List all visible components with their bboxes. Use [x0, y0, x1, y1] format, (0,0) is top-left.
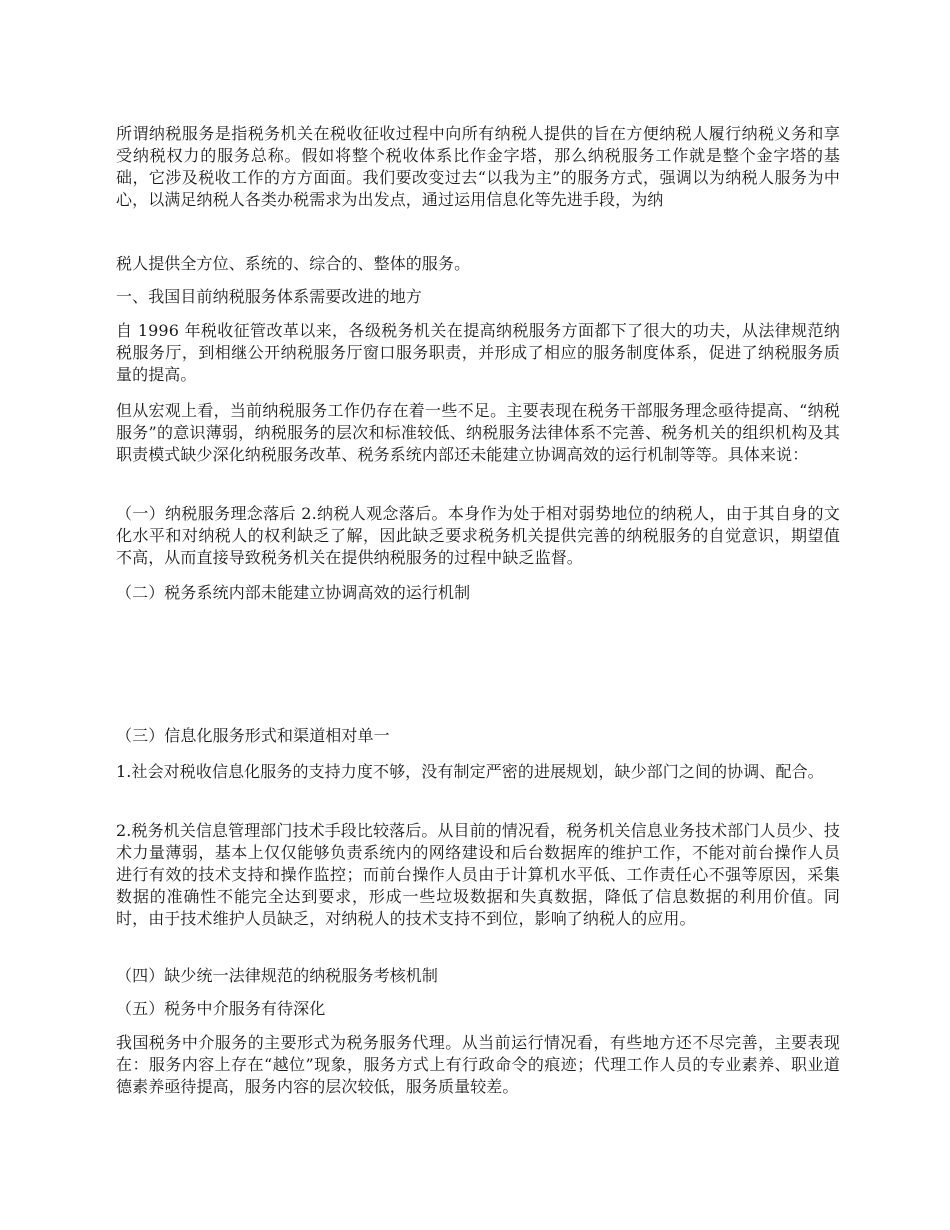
- subsection-3-heading: （三）信息化服务形式和渠道相对单一: [116, 726, 390, 745]
- subsection-1-paragraph: （一）纳税服务理念落后 2.纳税人观念落后。本身作为处于相对弱势地位的纳税人，由于其自身的文化水平和对纳税人的权利缺乏了解，因此缺乏要求税务机关提供完善的纳税服务的自觉意识，期望值不高，从而直接导致税务机关在提供纳税服务的过程中缺乏监督。: [116, 504, 840, 567]
- history-paragraph: 自 1996 年税收征管改革以来，各级税务机关在提高纳税服务方面都下了很大的功夫，从法律规范纳税服务厅，到相继公开纳税服务厅窗口服务职责，并形成了相应的服务制度体系，促进了纳税服务质量的提高。: [116, 321, 840, 384]
- intro-continuation: 税人提供全方位、系统的、综合的、整体的服务。: [116, 254, 471, 273]
- point-2-paragraph: 2.税务机关信息管理部门技术手段比较落后。从目前的情况看，税务机关信息业务技术部门人员少、技术力量薄弱，基本上仅仅能够负责系统内的网络建设和后台数据库的维护工作，不能对前台操作人员进行有效的技术支持和操作监控；而前台操作人员由于计算机水平低、工作责任心不强等原因，采集数据的准确性不能完全达到要求，形成一些垃圾数据和失真数据，降低了信息数据的利用价值。同时，由于技术维护人员缺乏，对纳税人的技术支持不到位，影响了纳税人的应用。: [116, 821, 840, 928]
- intro-paragraph: 所谓纳税服务是指税务机关在税收征收过程中向所有纳税人提供的旨在方便纳税人履行纳税义务和享受纳税权力的服务总称。假如将整个税收体系比作金字塔，那么纳税服务工作就是整个金字塔的基础，它涉及税收工作的方方面面。我们要改变过去“以我为主”的服务方式，强调以为纳税人服务为中心，以满足纳税人各类办税需求为出发点，通过运用信息化等先进手段，为纳: [116, 124, 840, 209]
- section-heading-1: 一、我国目前纳税服务体系需要改进的地方: [116, 287, 422, 306]
- intermediary-paragraph: 我国税务中介服务的主要形式为税务服务代理。从当前运行情况看，有些地方还不尽完善，主要表现在：服务内容上存在“越位”现象，服务方式上有行政命令的痕迹；代理工作人员的专业素养、职业道德素养亟待提高，服务内容的层次较低，服务质量较差。: [116, 1033, 840, 1096]
- subsection-2-heading: （二）税务系统内部未能建立协调高效的运行机制: [116, 583, 471, 602]
- subsection-5-heading: （五）税务中介服务有待深化: [116, 999, 326, 1018]
- subsection-4-heading: （四）缺少统一法律规范的纳税服务考核机制: [116, 966, 439, 985]
- shortcomings-paragraph: 但从宏观上看，当前纳税服务工作仍存在着一些不足。主要表现在税务干部服务理念亟待提高、“纳税服务”的意识薄弱，纳税服务的层次和标准较低、纳税服务法律体系不完善、税务机关的组织机构及其职责模式缺少深化纳税服务改革、税务系统内部还未能建立协调高效的运行机制等等。具体来说：: [116, 401, 840, 464]
- point-1-paragraph: 1.社会对税收信息化服务的支持力度不够，没有制定严密的进展规划，缺少部门之间的协调、配合。: [116, 762, 824, 781]
